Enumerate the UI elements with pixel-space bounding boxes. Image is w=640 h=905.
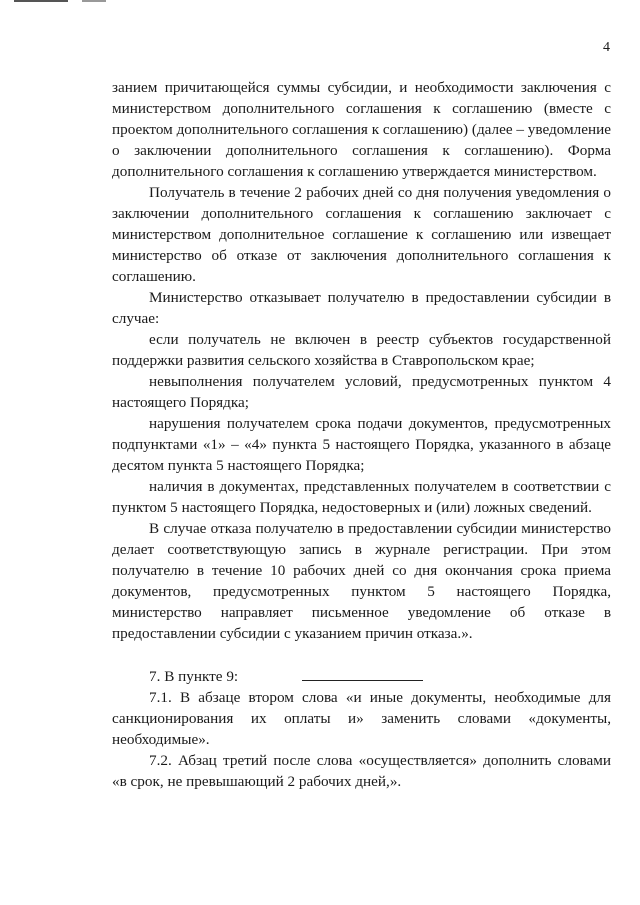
paragraph-item-7: 7. В пункте 9: xyxy=(149,668,239,685)
paragraph-item-7-1: 7.1. В абзаце втором слова «и иные документы, необходимые для санкционирования их оплаты и» заменить словами «документы, необходимые». xyxy=(112,689,611,748)
document-body xyxy=(112,77,611,792)
closing-rule xyxy=(302,680,423,681)
paragraph-refusal-reason-2: невыполнения получателем условий, предусмотренных пунктом 4 настоящего Порядка; xyxy=(112,373,611,411)
page-number: 4 xyxy=(603,40,610,55)
paragraph-recipient-obligation: Получатель в течение 2 рабочих дней со дня получения уведомления о заключении дополнительного соглашения к соглашению заключает с министерством дополнительное соглашение к соглашению или извещает министерство об отказе от заключения дополнительного соглашения к соглашению. xyxy=(112,184,611,285)
paragraph-refusal-notice: В случае отказа получателю в предоставлении субсидии министерство делает соответствующую запись в журнале регистрации. При этом получателю в течение 10 рабочих дней со дня окончания срока приема документов, предусмотренных пунктом 5 настоящего Порядка, министерство направляет письменное уведомление об отказе в предоставлении субсидии с указанием причин отказа.». xyxy=(112,520,611,642)
paragraph-refusal-reason-4: наличия в документах, представленных получателем в соответствии с пунктом 5 настоящего Порядка, недостоверных и (или) ложных сведений. xyxy=(112,478,611,516)
paragraph-refusal-reason-3: нарушения получателем срока подачи документов, предусмотренных подпунктами «1» – «4» пункта 5 настоящего Порядка, указанного в абзаце десятом пункта 5 настоящего Порядка; xyxy=(112,415,611,474)
paragraph-refusal-intro: Министерство отказывает получателю в предоставлении субсидии в случае: xyxy=(112,289,611,327)
paragraph-continuation: занием причитающейся суммы субсидии, и необходимости заключения с министерством дополнительного соглашения к соглашению (вместе с проектом дополнительного соглашения к соглашению) (далее – уведомление о заключении дополнительного соглашения к соглашению). Форма дополнительного соглашения к соглашению утверждается министерством. xyxy=(112,79,611,180)
paragraph-gap xyxy=(112,644,611,666)
paragraph-item-7-2: 7.2. Абзац третий после слова «осуществляется» дополнить словами «в срок, не превышающий 2 рабочих дней,». xyxy=(112,752,611,790)
scan-artifact-mark xyxy=(82,0,106,2)
scan-artifact-mark xyxy=(14,0,68,2)
paragraph-refusal-reason-1: если получатель не включен в реестр субъектов государственной поддержки развития сельского хозяйства в Ставропольском крае; xyxy=(112,331,611,369)
